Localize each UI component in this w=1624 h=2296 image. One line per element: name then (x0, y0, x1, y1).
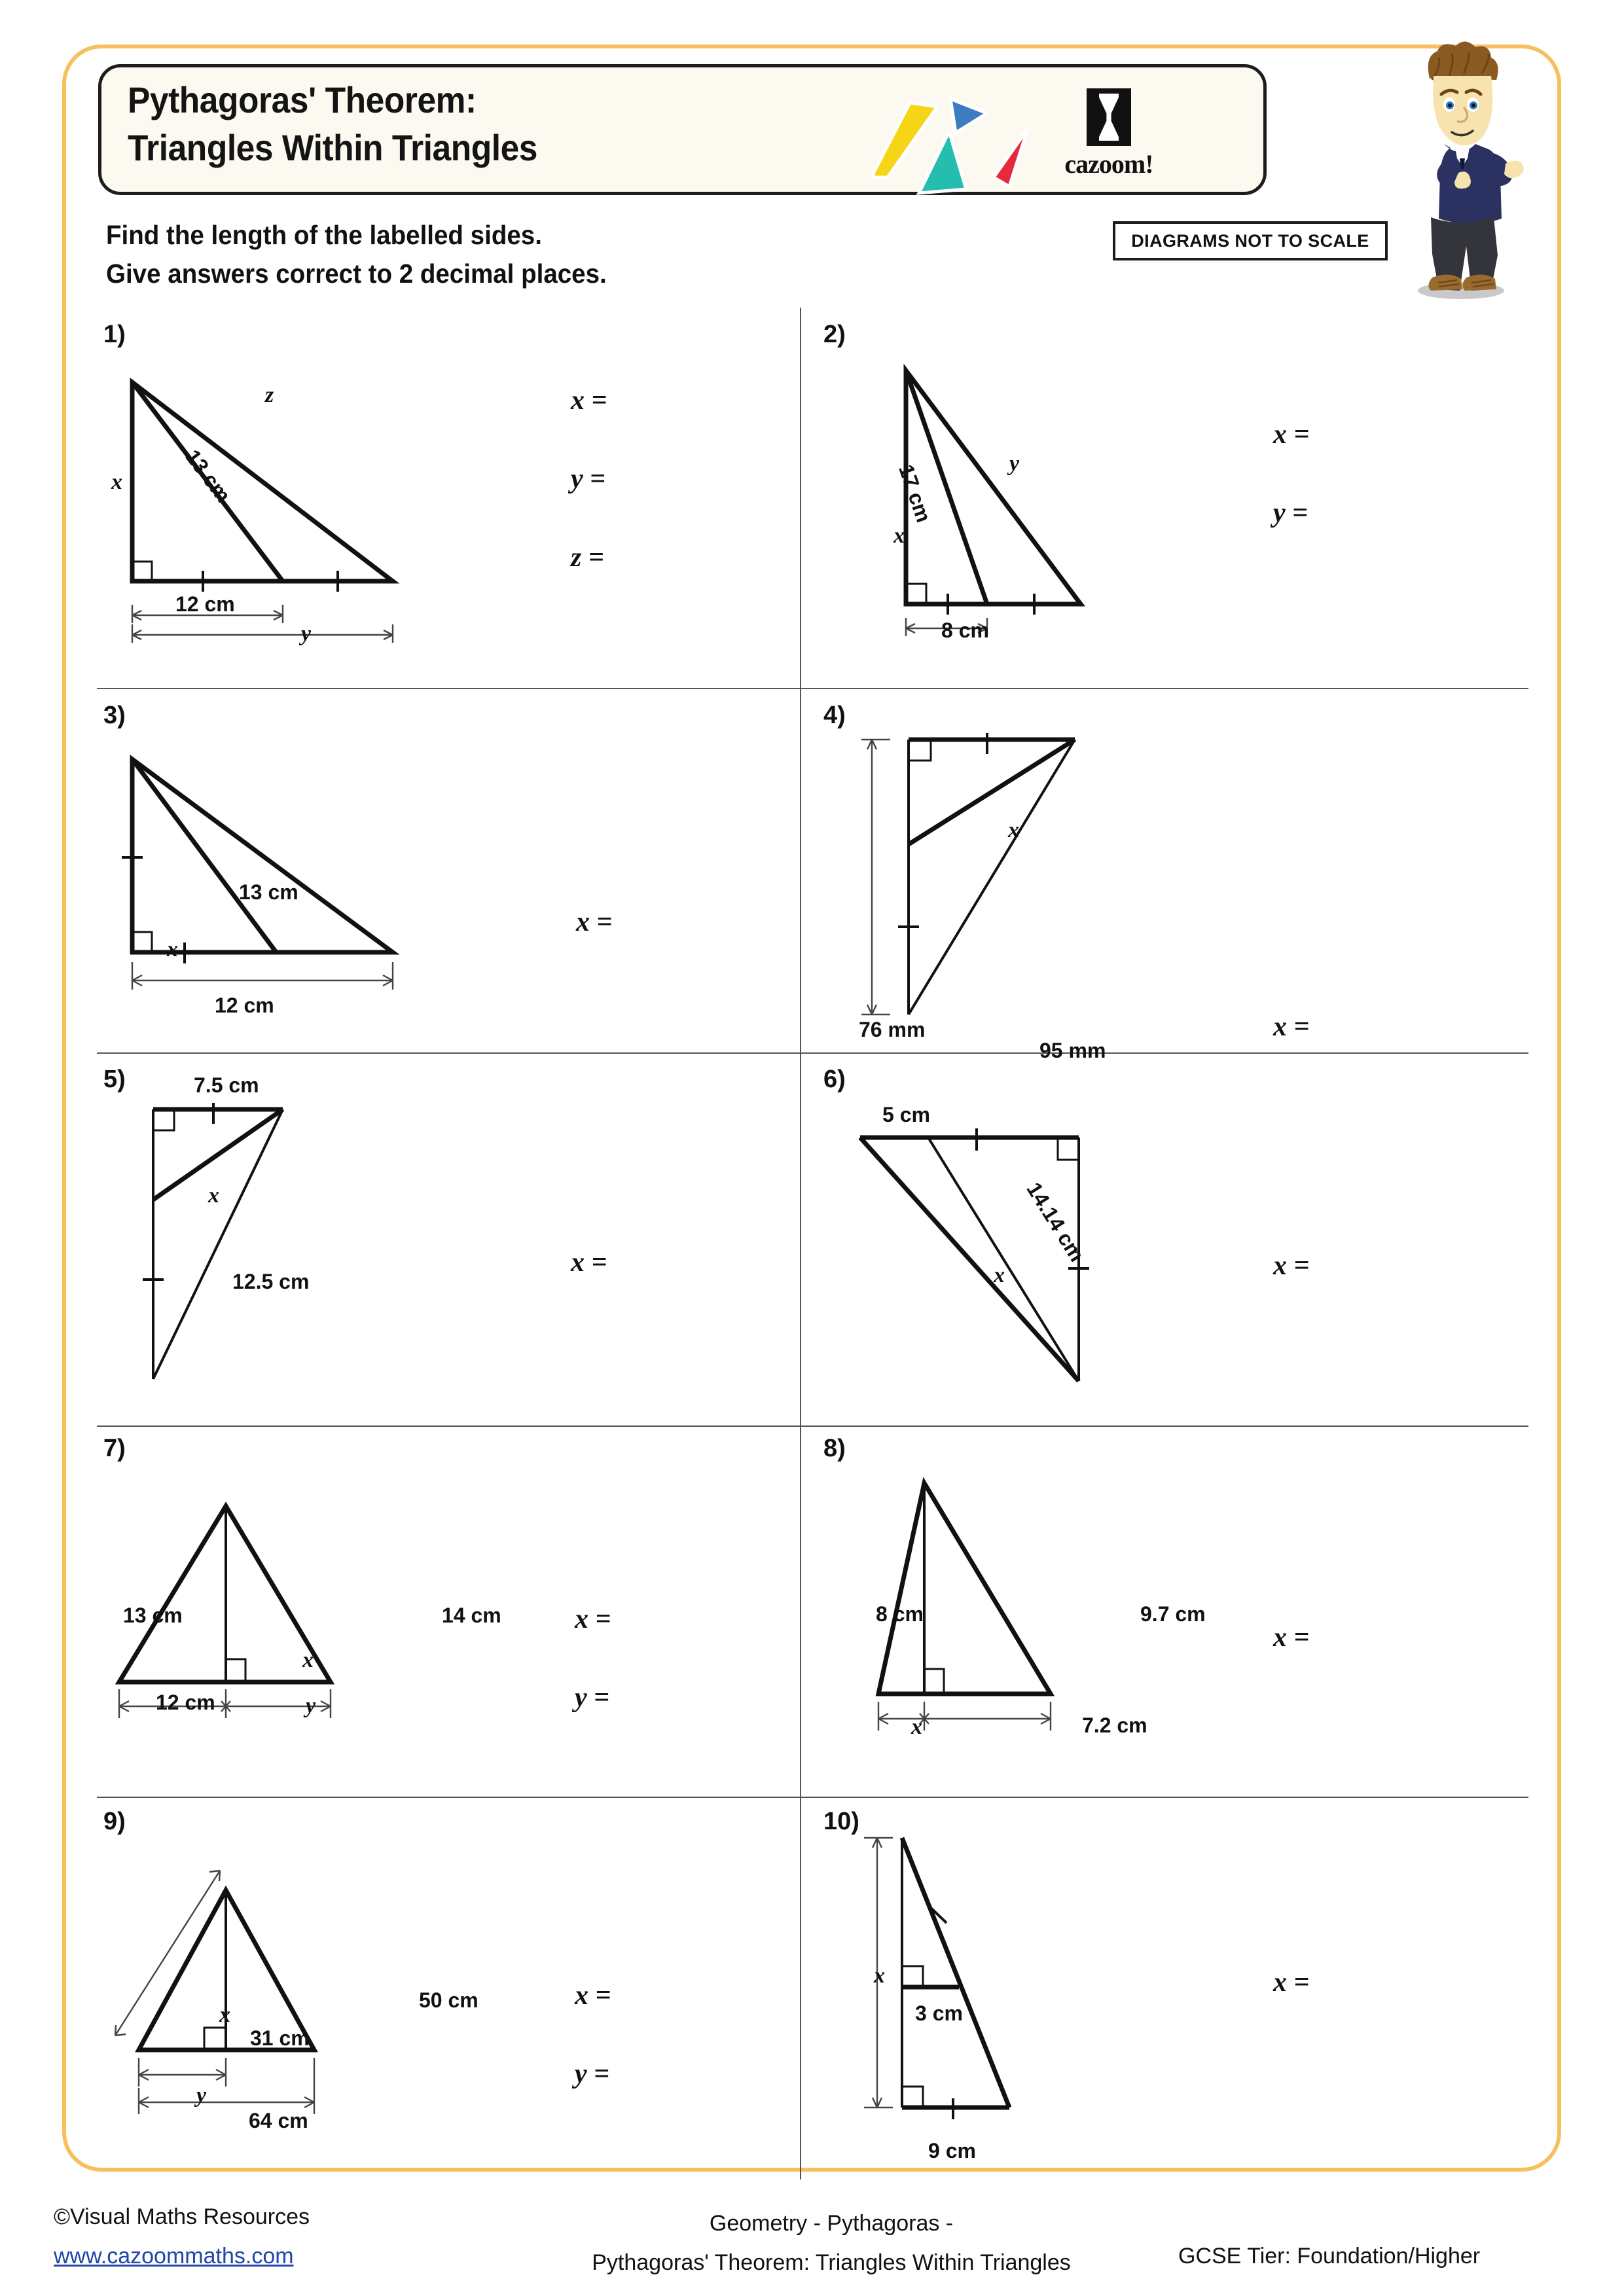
q4-label-x: x (1008, 818, 1019, 842)
footer (0, 2199, 1624, 2284)
q1-label-z: z (265, 383, 274, 407)
q9-answer-x: x = (575, 1981, 611, 2011)
row-divider-4 (97, 1797, 1528, 1798)
page-title-line1: Pythagoras' Theorem: (128, 79, 477, 120)
q10-label-9cm: 9 cm (928, 2139, 976, 2162)
instructions (106, 216, 607, 294)
q9-diagram (105, 1839, 563, 2153)
instruction-line-2: Give answers correct to 2 decimal places. (106, 259, 607, 289)
q7-label-13cm: 13 cm (123, 1604, 183, 1627)
question-number: 2) (823, 321, 846, 348)
q5-label-x: x (208, 1183, 219, 1208)
cazoom-wordmark (1056, 88, 1161, 179)
q7-answer-y: y = (575, 1683, 610, 1713)
q5-label-7-5cm: 7.5 cm (194, 1073, 259, 1097)
cazoom-logo (863, 77, 1229, 188)
q3-label-13cm: 13 cm (239, 880, 298, 904)
q3-label-x: x (167, 937, 178, 961)
q1-label-x: x (111, 470, 122, 494)
q10-label-3cm: 3 cm (915, 2001, 963, 2025)
q2-diagram (825, 353, 1231, 635)
q4-label-95mm: 95 mm (1039, 1039, 1106, 1062)
q6-diagram (825, 1106, 1257, 1401)
hourglass-icon (1087, 88, 1131, 146)
cazoom-brand-text: cazoom! (1064, 149, 1153, 179)
q9-label-y: y (196, 2083, 207, 2108)
q6-label-x: x (994, 1263, 1005, 1287)
q7-answer-x: x = (575, 1604, 611, 1634)
q1-label-y: y (301, 622, 312, 646)
q10-label-x: x (874, 1964, 885, 1988)
q5-label-12-5cm: 12.5 cm (232, 1270, 310, 1293)
footer-tier: GCSE Tier: Foundation/Higher (1178, 2244, 1481, 2269)
question-number: 1) (103, 321, 126, 348)
q3-label-12cm: 12 cm (215, 994, 274, 1017)
q7-label-14cm: 14 cm (442, 1604, 501, 1627)
q5-diagram (105, 1083, 537, 1404)
q8-label-9-7cm: 9.7 cm (1140, 1602, 1206, 1626)
footer-copyright: ©Visual Maths Resources (54, 2204, 310, 2229)
footer-website-link[interactable]: www.cazoommaths.com (54, 2244, 294, 2269)
q6-answer-x: x = (1273, 1251, 1310, 1281)
footer-topic-line1: Geometry - Pythagoras - (709, 2211, 954, 2236)
q8-label-8cm: 8 cm (876, 1602, 924, 1626)
q1-answer-y: y = (571, 464, 606, 494)
q7-label-x: x (302, 1648, 314, 1672)
question-number: 4) (823, 702, 846, 729)
q9-label-64cm: 64 cm (249, 2109, 308, 2132)
question-number: 10) (823, 1808, 859, 1835)
q2-answer-x: x = (1273, 420, 1310, 450)
q2-label-8cm: 8 cm (941, 619, 989, 642)
q4-label-76mm: 76 mm (859, 1018, 926, 1041)
q5-answer-x: x = (571, 1247, 607, 1278)
q1-label-13cm: 13 cm (181, 445, 236, 507)
row-divider-2 (97, 1052, 1528, 1054)
q8-answer-x: x = (1273, 1623, 1310, 1653)
mascot-boy-illustration (1381, 39, 1538, 301)
q7-label-y: y (306, 1694, 316, 1718)
q2-label-17cm: 17 cm (893, 461, 936, 526)
q9-label-31cm: 31 cm (250, 2026, 310, 2050)
q9-answer-y: y = (575, 2059, 610, 2089)
page-title (128, 77, 537, 172)
diagrams-not-to-scale-badge: DIAGRAMS NOT TO SCALE (1113, 221, 1388, 260)
question-number: 8) (823, 1435, 846, 1462)
question-number: 7) (103, 1435, 126, 1462)
q7-label-12cm: 12 cm (156, 1691, 215, 1714)
q1-label-12cm: 12 cm (175, 592, 235, 616)
q2-answer-y: y = (1273, 498, 1308, 528)
q4-diagram (825, 713, 1231, 1041)
teal-triangle-icon (914, 128, 979, 200)
q1-diagram (105, 353, 537, 641)
instruction-line-1: Find the length of the labelled sides. (106, 220, 542, 250)
q9-label-50cm: 50 cm (419, 1988, 478, 2012)
title-box (98, 64, 1267, 195)
question-number: 9) (103, 1808, 126, 1835)
footer-topic-line2: Pythagoras' Theorem: Triangles Within Triangles (592, 2250, 1071, 2275)
q3-answer-x: x = (576, 907, 613, 937)
q1-answer-x: x = (571, 386, 607, 416)
q6-label-5cm: 5 cm (882, 1103, 930, 1126)
footer-topic (484, 2204, 1178, 2282)
q10-diagram (825, 1812, 1283, 2178)
q1-answer-z: z = (571, 543, 604, 573)
q9-label-x: x (219, 2003, 230, 2027)
q10-answer-x: x = (1273, 1967, 1310, 1998)
red-triangle-icon (988, 122, 1036, 194)
q6-label-14-14cm: 14.14 cm (1022, 1178, 1089, 1266)
q8-label-7-2cm: 7.2 cm (1082, 1713, 1147, 1737)
q8-label-x: x (911, 1715, 922, 1739)
q2-label-y: y (1009, 452, 1020, 476)
row-divider-3 (97, 1426, 1528, 1427)
page-title-line2: Triangles Within Triangles (128, 126, 537, 168)
q4-answer-x: x = (1273, 1012, 1310, 1042)
question-number: 3) (103, 702, 126, 729)
question-number: 5) (103, 1066, 126, 1093)
question-number: 6) (823, 1066, 846, 1093)
column-divider (800, 308, 801, 2179)
row-divider-1 (97, 688, 1528, 689)
q3-diagram (105, 740, 537, 1014)
q2-label-x: x (893, 524, 905, 548)
